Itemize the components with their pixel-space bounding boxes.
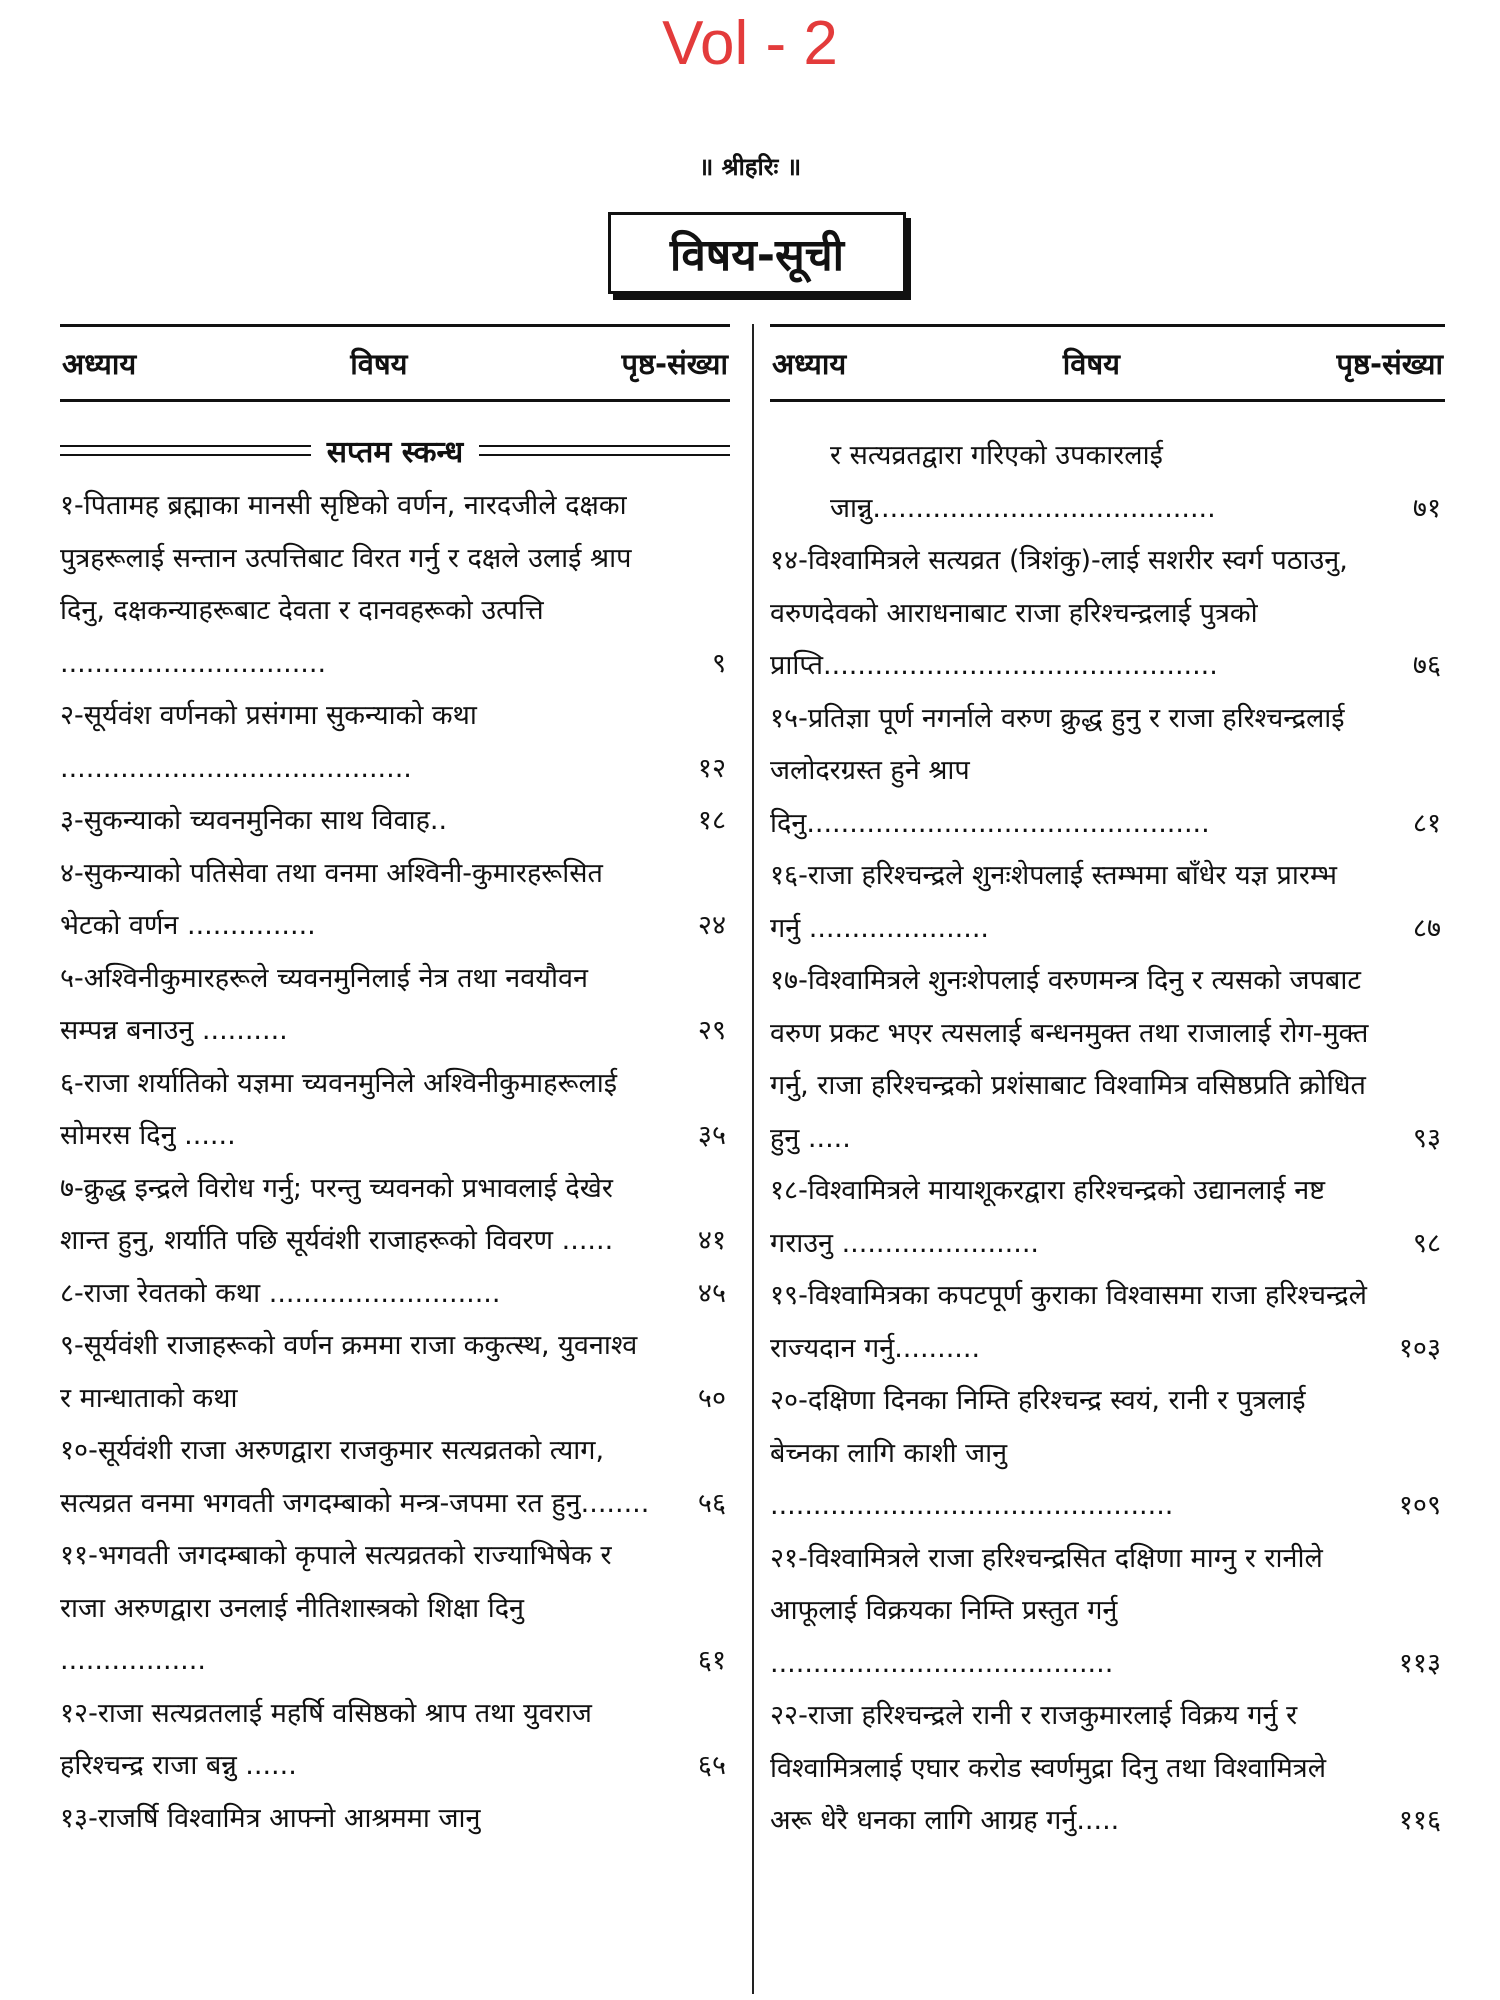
entry-page-number: १०९ bbox=[1398, 1490, 1441, 1521]
entry-text: ८-राजा रेवतको कथा ........................... bbox=[60, 1277, 501, 1309]
entry-text: १९-विश्वामित्रका कपटपूर्ण कुराका विश्वासमा राजा हरिश्चन्द्रले राज्यदान गर्नु.......... bbox=[770, 1280, 1367, 1364]
toc-entry bbox=[770, 1690, 1445, 1848]
entry-text: ११-भगवती जगदम्बाको कृपाले सत्यव्रतको राज्याभिषेक र राजा अरुणद्वारा उनलाई नीतिशास्त्रको शिक्षा दिनु ................. bbox=[60, 1540, 612, 1676]
right-column bbox=[770, 324, 1445, 1848]
entry-page-number: ७६ bbox=[1412, 650, 1441, 681]
entry-page-number: ४१ bbox=[697, 1225, 726, 1256]
toc-entry bbox=[770, 1165, 1445, 1270]
entry-text: ३-सुकन्याको च्यवनमुनिका साथ विवाह.. bbox=[60, 805, 448, 836]
entry-page-number: २९ bbox=[697, 1015, 726, 1046]
entry-text: २१-विश्वामित्रले राजा हरिश्चन्द्रसित दक्षिणा माग्नु र रानीले आफूलाई विक्रयका निम्ति प्रस्तुत गर्नु ........................................ bbox=[770, 1542, 1323, 1679]
column-divider bbox=[752, 324, 754, 1994]
toc-entry bbox=[60, 1688, 730, 1793]
entry-text: ६-राजा शर्यातिको यज्ञमा च्यवनमुनिले अश्विनीकुमाहरूलाई सोमरस दिनु ...... bbox=[60, 1067, 618, 1151]
toc-entry bbox=[60, 480, 730, 690]
right-entry-list bbox=[770, 430, 1445, 1848]
toc-entry bbox=[770, 850, 1445, 955]
invocation-heading: ॥ श्रीहरिः ॥ bbox=[698, 153, 802, 181]
entry-page-number: १८ bbox=[697, 805, 726, 836]
entry-text: २-सूर्यवंश वर्णनको प्रसंगमा सुकन्याको कथा ......................................... bbox=[60, 700, 477, 784]
toc-entry bbox=[60, 953, 730, 1058]
toc-entry bbox=[60, 1268, 730, 1321]
toc-entry bbox=[770, 955, 1445, 1165]
entry-page-number: ८७ bbox=[1412, 912, 1441, 944]
left-column-header bbox=[60, 327, 730, 402]
toc-entry bbox=[60, 1058, 730, 1163]
right-column-header bbox=[770, 327, 1445, 402]
entry-page-number: ८१ bbox=[1412, 807, 1441, 839]
section-rule-left bbox=[60, 445, 311, 456]
toc-entry bbox=[60, 1163, 730, 1268]
entry-page-number: ६१ bbox=[697, 1645, 726, 1676]
toc-entry bbox=[770, 535, 1445, 693]
toc-entry bbox=[770, 1375, 1445, 1533]
header-page: पृष्ठ-संख्या bbox=[1336, 346, 1443, 381]
entry-page-number: ५६ bbox=[697, 1487, 726, 1519]
toc-entry bbox=[770, 693, 1445, 851]
section-heading bbox=[60, 430, 730, 470]
entry-page-number: ११३ bbox=[1398, 1647, 1441, 1679]
header-chapter: अध्याय bbox=[62, 346, 137, 381]
page-title: विषय-सूची bbox=[608, 212, 906, 294]
toc-entry bbox=[60, 848, 730, 953]
entry-text: १४-विश्वामित्रले सत्यव्रत (त्रिशंकु)-लाई सशरीर स्वर्ग पठाउनु, वरुणदेवको आराधनाबाट राजा हरिश्चन्द्रलाई पुत्रको प्राप्ति.............................................. bbox=[770, 545, 1348, 681]
entry-text: १२-राजा सत्यव्रतलाई महर्षि वसिष्ठको श्राप तथा युवराज हरिश्चन्द्र राजा बन्नु ...... bbox=[60, 1697, 592, 1781]
section-rule-right bbox=[479, 445, 730, 456]
right-entries bbox=[770, 430, 1445, 1848]
entry-page-number: १०३ bbox=[1398, 1332, 1441, 1364]
entry-page-number: ९८ bbox=[1412, 1227, 1441, 1259]
toc-entry bbox=[770, 1533, 1445, 1691]
entry-page-number: २४ bbox=[697, 910, 726, 941]
left-entries bbox=[60, 430, 730, 1845]
header-subject: विषय bbox=[1062, 346, 1120, 381]
entry-page-number: ४५ bbox=[697, 1277, 726, 1309]
entry-text: ५-अश्विनीकुमारहरूले च्यवनमुनिलाई नेत्र तथा नवयौवन सम्पन्न बनाउनु .......... bbox=[60, 962, 588, 1046]
entry-page-number: ६५ bbox=[697, 1750, 726, 1781]
entry-text: १५-प्रतिज्ञा पूर्ण नगर्नाले वरुण क्रुद्ध हुनु र राजा हरिश्चन्द्रलाई जलोदरग्रस्त हुने श्राप दिनु............................................... bbox=[770, 702, 1345, 839]
entry-text: १८-विश्वामित्रले मायाशूकरद्वारा हरिश्चन्द्रको उद्यानलाई नष्ट गराउनु ....................... bbox=[770, 1175, 1325, 1259]
entry-page-number: ११६ bbox=[1398, 1805, 1441, 1836]
entry-page-number: ९ bbox=[711, 647, 726, 679]
entry-page-number: १२ bbox=[697, 752, 726, 784]
entry-text: १३-राजर्षि विश्वामित्र आफ्नो आश्रममा जानु bbox=[60, 1802, 481, 1834]
toc-entry bbox=[60, 1425, 730, 1530]
entry-text: र सत्यव्रतद्वारा गरिएको उपकारलाई जान्नु........................................ bbox=[830, 440, 1216, 524]
entry-page-number: ७१ bbox=[1412, 492, 1441, 524]
toc-entry bbox=[770, 1270, 1445, 1375]
entry-text: २०-दक्षिणा दिनका निम्ति हरिश्चन्द्र स्वयं, रानी र पुत्रलाई बेच्नका लागि काशी जानु ............................................... bbox=[770, 1385, 1306, 1521]
toc-entry bbox=[60, 1320, 730, 1425]
toc-entry bbox=[60, 795, 730, 848]
entry-text: १६-राजा हरिश्चन्द्रले शुनःशेपलाई स्तम्भमा बाँधेर यज्ञ प्रारम्भ गर्नु ..................... bbox=[770, 860, 1338, 944]
entry-page-number: ३५ bbox=[697, 1120, 726, 1151]
entry-text: ७-क्रुद्ध इन्द्रले विरोध गर्नु; परन्तु च्यवनको प्रभावलाई देखेर शान्त हुनु, शर्याति पछि सूर्यवंशी राजाहरूको विवरण ...... bbox=[60, 1172, 614, 1256]
entry-text: १०-सूर्यवंशी राजा अरुणद्वारा राजकुमार सत्यव्रतको त्याग, सत्यव्रत वनमा भगवती जगदम्बाको मन्त्र-जपमा रत हुनु........ bbox=[60, 1435, 650, 1519]
section-title-text: सप्तम स्कन्ध bbox=[326, 434, 464, 470]
left-entry-list bbox=[60, 480, 730, 1845]
entry-page-number: ५० bbox=[697, 1382, 726, 1414]
header-subject: विषय bbox=[350, 346, 408, 381]
volume-label: Vol - 2 bbox=[662, 9, 838, 78]
header-chapter: अध्याय bbox=[772, 346, 847, 381]
toc-entry bbox=[60, 1530, 730, 1688]
toc-entry bbox=[60, 1793, 730, 1846]
entry-text: ४-सुकन्याको पतिसेवा तथा वनमा अश्विनी-कुमारहरूसित भेटको वर्णन ............... bbox=[60, 857, 603, 941]
entry-text: १-पितामह ब्रह्माका मानसी सृष्टिको वर्णन, नारदजीले दक्षका पुत्रहरूलाई सन्तान उत्पत्तिबाट विरत गर्नु र दक्षले उलाई श्राप दिनु, दक्षकन्याहरूबाट देवता र दानवहरूको उत्पत्ति ............................... bbox=[60, 490, 632, 679]
header-page: पृष्ठ-संख्या bbox=[621, 346, 728, 381]
toc-entry bbox=[60, 690, 730, 795]
entry-text: १७-विश्वामित्रले शुनःशेपलाई वरुणमन्त्र दिनु र त्यसको जपबाट वरुण प्रकट भएर त्यसलाई बन्धनमुक्त तथा राजालाई रोग-मुक्त गर्नु, राजा हरिश्चन्द्रको प्रशंसाबाट विश्वामित्र वसिष्ठप्रति क्रोधित हुनु ..... bbox=[770, 965, 1369, 1154]
entry-page-number: ९३ bbox=[1412, 1122, 1441, 1154]
left-column bbox=[60, 324, 730, 1845]
entry-text: ९-सूर्यवंशी राजाहरूको वर्णन क्रममा राजा ककुत्स्थ, युवनाश्व र मान्धाताको कथा bbox=[60, 1330, 638, 1414]
toc-entry bbox=[770, 430, 1445, 535]
entry-text: २२-राजा हरिश्चन्द्रले रानी र राजकुमारलाई विक्रय गर्नु र विश्वामित्रलाई एघार करोड स्वर्णमुद्रा दिनु तथा विश्वामित्रले अरू धेरै धनका लागि आग्रह गर्नु..... bbox=[770, 1700, 1327, 1836]
